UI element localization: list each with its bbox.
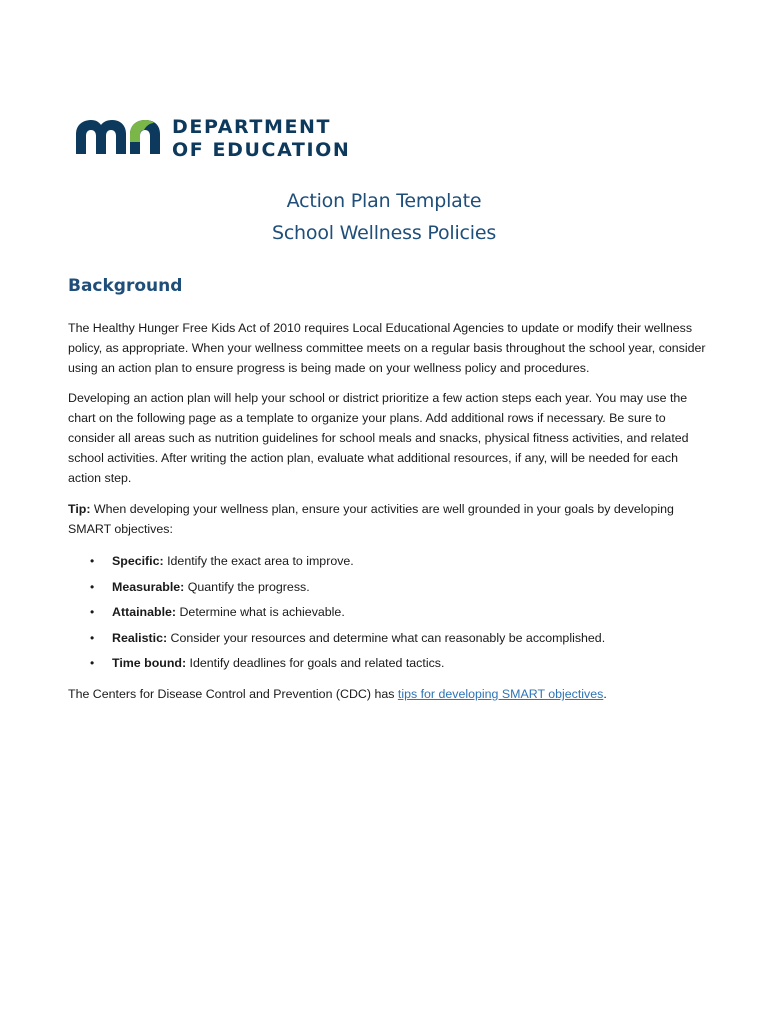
logo-line-2: OF EDUCATION — [172, 139, 351, 161]
smart-term: Attainable: — [112, 605, 177, 620]
smart-desc: Consider your resources and determine what can reasonably be accomplished. — [167, 630, 606, 645]
mn-department-of-education-logo — [74, 112, 364, 164]
logo-line-1: DEPARTMENT — [172, 116, 332, 138]
bullet-icon: • — [90, 554, 95, 568]
tip-text: When developing your wellness plan, ensure your activities are well grounded in your goals by developing SMART objectives: — [68, 502, 674, 536]
tip-label: Tip: — [68, 502, 91, 516]
list-item — [68, 628, 708, 654]
list-item — [68, 551, 708, 577]
smart-desc: Identify the exact area to improve. — [163, 554, 354, 568]
smart-desc: Identify deadlines for goals and related tactics. — [186, 656, 445, 671]
smart-term: Specific: — [112, 554, 164, 568]
smart-desc: Determine what is achievable. — [176, 605, 345, 620]
bullet-icon: • — [90, 656, 95, 671]
section-heading-background: Background — [68, 276, 183, 296]
smart-desc: Quantify the progress. — [184, 579, 310, 594]
list-item — [68, 653, 708, 679]
paragraph-intro: The Healthy Hunger Free Kids Act of 2010 requires Local Educational Agencies to update or modify their wellness policy, as appropriate. When your wellness committee meets on a regular basis throughout the school year, consider using an action plan to ensure progress is being made on your wellness policy and procedures. — [68, 321, 706, 375]
bullet-icon: • — [90, 605, 95, 620]
cdc-end: . — [603, 687, 607, 701]
document-title: Action Plan Template — [286, 190, 482, 212]
paragraph-action-plan: Developing an action plan will help your school or district prioritize a few action steps each year. You may use the chart on the following page as a template to organize your plans. Add additional rows if necessary. Be sure to consider all areas such as nutrition guidelines for school meals and snacks, physical fitness activities, and related school activities. After writing the action plan, evaluate what additional resources, if any, will be needed for each action step. — [68, 391, 689, 485]
smart-term: Realistic: — [112, 630, 168, 645]
smart-objectives-list — [68, 551, 708, 679]
bullet-icon: • — [90, 630, 95, 645]
list-item — [68, 577, 708, 603]
smart-term: Time bound: — [112, 656, 187, 671]
paragraph-tip — [68, 499, 708, 539]
mn-logo-icon — [74, 112, 164, 164]
bullet-icon: • — [90, 579, 95, 594]
logo-wordmark — [172, 116, 350, 162]
paragraph-cdc — [68, 684, 708, 704]
smart-objectives-link[interactable]: tips for developing SMART objectives — [397, 687, 604, 701]
cdc-text: The Centers for Disease Control and Prevention (CDC) has — [68, 687, 398, 701]
smart-term: Measurable: — [112, 579, 185, 594]
list-item — [68, 602, 708, 628]
document-subtitle: School Wellness Policies — [271, 222, 497, 244]
